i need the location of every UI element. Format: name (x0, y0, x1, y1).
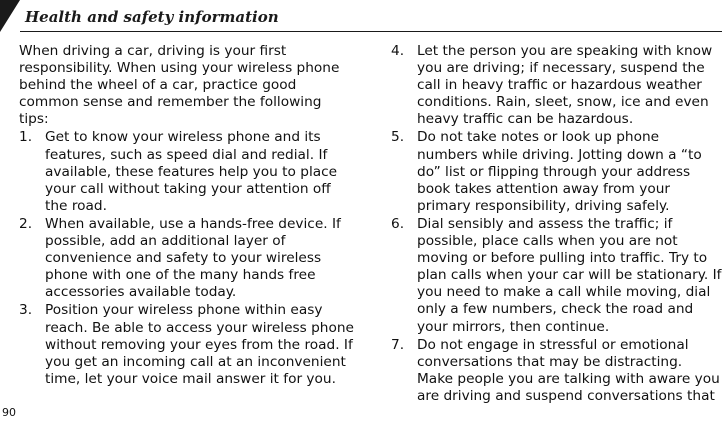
item-number: 7. (391, 336, 405, 353)
list-item (391, 43, 722, 128)
right-column (391, 43, 722, 406)
header-rule (20, 31, 722, 32)
item-text: Let the person you are speaking with know you are driving; if necessary, suspend the call in heavy traffic or hazardous weather conditions. Rain, sleet, snow, ice and even heavy traffic can be hazardous. (417, 43, 713, 128)
list-item (391, 129, 722, 214)
tips-list-right (391, 43, 722, 405)
list-item (19, 129, 354, 214)
item-number: 3. (19, 302, 33, 319)
item-number: 2. (19, 215, 33, 232)
item-number: 6. (391, 215, 405, 232)
item-number: 5. (391, 129, 405, 146)
page-number: 90 (2, 406, 16, 419)
item-number: 1. (19, 129, 33, 146)
list-item (19, 216, 354, 301)
item-text: Do not engage in stressful or emotional conversations that may be distracting. Make people you are talking with aware you are driving and suspend conversations that (417, 336, 720, 404)
list-item (391, 216, 722, 336)
intro-paragraph: When driving a car, driving is your first responsibility. When using your wireless phone behind the wheel of a car, practice good common sense and remember the following tips: (19, 43, 340, 128)
item-text: Dial sensibly and assess the traffic; if possible, place calls when you are not moving or before pulling into traffic. Try to plan calls when your car will be stationary. If you need to make a call while moving, dial only a few numbers, check the road and your mirrors, then continue. (417, 215, 722, 335)
tips-list-left (19, 129, 354, 387)
header-wedge-decoration (0, 0, 20, 32)
item-text: Position your wireless phone within easy reach. Be able to access your wireless phone without removing your eyes from the road. If you get an incoming call at an inconvenient time, let your voice mail answer it for you. (45, 302, 354, 387)
list-item (391, 337, 722, 405)
left-column (19, 43, 354, 389)
page-header (0, 0, 722, 32)
item-number: 4. (391, 43, 405, 59)
item-text: Get to know your wireless phone and its features, such as speed dial and redial. If available, these features help you to place your call without taking your attention off the road. (45, 129, 338, 214)
item-text: Do not take notes or look up phone numbers while driving. Jotting down a “to do” list or flipping through your address book takes attention away from your primary responsibility, driving safely. (417, 129, 702, 214)
list-item (19, 302, 354, 387)
header-title: Health and safety information (25, 8, 279, 26)
item-text: When available, use a hands-free device. If possible, add an additional layer of convenience and safety to your wireless phone with one of the many hands free accessories available today. (45, 215, 341, 301)
